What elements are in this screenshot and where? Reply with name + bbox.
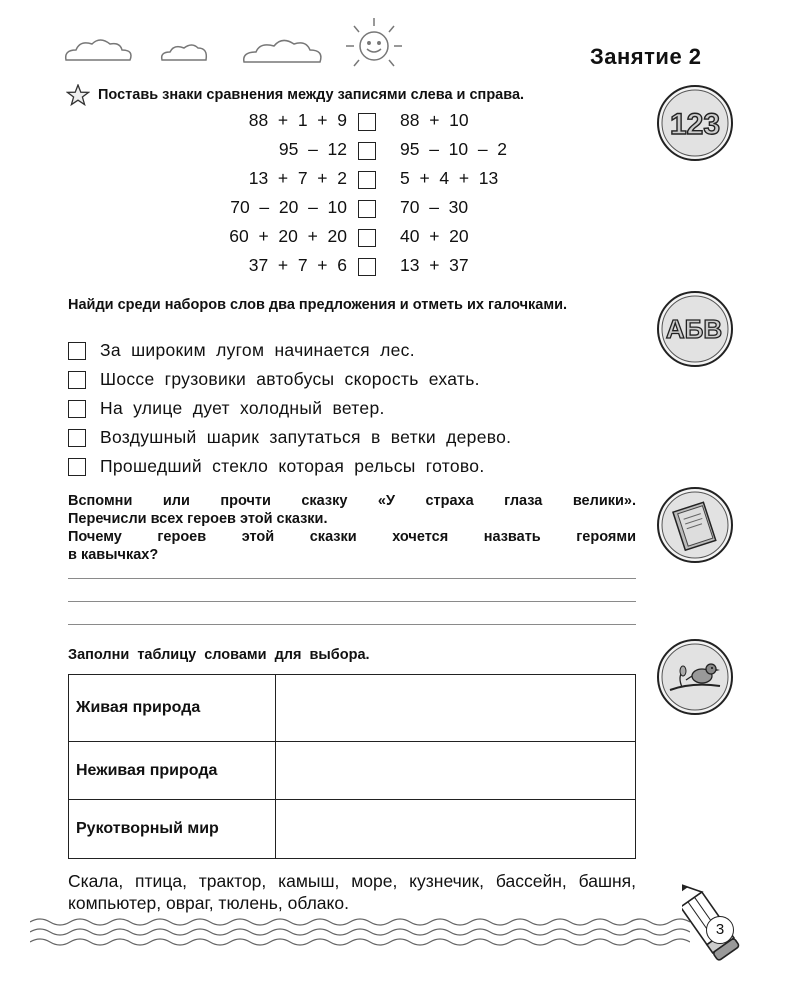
task3-instruction bbox=[68, 492, 636, 564]
right-expression: 70 – 30 bbox=[400, 197, 469, 217]
right-expression: 95 – 10 – 2 bbox=[400, 139, 508, 159]
comparison-row bbox=[0, 110, 800, 136]
sun-icon bbox=[346, 18, 402, 66]
comparison-box[interactable] bbox=[358, 258, 376, 276]
answer-cell[interactable] bbox=[276, 742, 636, 800]
right-expression: 13 + 37 bbox=[400, 255, 469, 275]
left-expression: 70 – 20 – 10 bbox=[230, 197, 347, 217]
right-expression: 88 + 10 bbox=[400, 110, 469, 130]
comparison-box[interactable] bbox=[358, 142, 376, 160]
nature-table bbox=[68, 674, 636, 859]
right-expression: 5 + 4 + 13 bbox=[400, 168, 499, 188]
sentence-checkbox[interactable] bbox=[68, 458, 86, 476]
comparison-row bbox=[0, 197, 800, 223]
sentence-text: На улице дует холодный ветер. bbox=[100, 398, 385, 418]
table-row bbox=[69, 742, 636, 800]
header-decoration bbox=[58, 14, 418, 74]
sentence-checkbox[interactable] bbox=[68, 429, 86, 447]
comparison-row bbox=[0, 226, 800, 252]
task2-instruction: Найди среди наборов слов два предложения и отметь их галочками. bbox=[68, 297, 568, 313]
word-bank: Скала, птица, трактор, камыш, море, кузнечик, бассейн, башня, компьютер, овраг, тюлень, облако. bbox=[68, 871, 636, 913]
sentence-text: Прошедший стекло которая рельсы готово. bbox=[100, 456, 485, 476]
sentence-checkbox[interactable] bbox=[68, 400, 86, 418]
left-expression: 60 + 20 + 20 bbox=[229, 226, 347, 246]
alphabet-badge-icon bbox=[656, 290, 734, 368]
sentence-text: Воздушный шарик запутаться в ветки дерево. bbox=[100, 427, 512, 447]
task3-line: Вспомни или прочти сказку «У страха глаза велики». bbox=[68, 493, 636, 509]
task3-line: Почему героев этой сказки хочется назвать героями bbox=[68, 529, 636, 545]
task1-instruction: Поставь знаки сравнения между записями слева и справа. bbox=[98, 87, 525, 103]
page-number-circle bbox=[706, 916, 734, 944]
comparison-box[interactable] bbox=[358, 229, 376, 247]
task4-instruction: Заполни таблицу словами для выбора. bbox=[68, 647, 370, 663]
page-number: 3 bbox=[715, 921, 725, 938]
svg-text:123: 123 bbox=[669, 108, 721, 141]
table-row bbox=[69, 675, 636, 742]
row-label: Неживая природа bbox=[69, 742, 276, 800]
comparison-row bbox=[0, 168, 800, 194]
svg-text:АБВ: АБВ bbox=[665, 314, 723, 344]
answer-line[interactable] bbox=[68, 578, 636, 579]
left-expression: 95 – 12 bbox=[278, 139, 347, 159]
book-badge-icon bbox=[656, 486, 734, 564]
comparison-row bbox=[0, 255, 800, 281]
left-expression: 13 + 7 + 2 bbox=[248, 168, 347, 188]
cloud-icon bbox=[66, 40, 131, 60]
sentence-text: Шоссе грузовики автобусы скорость ехать. bbox=[100, 369, 480, 389]
sentence-text: За широким лугом начинается лес. bbox=[100, 340, 415, 360]
comparison-box[interactable] bbox=[358, 113, 376, 131]
cloud-icon bbox=[244, 40, 321, 62]
sentence-checkbox[interactable] bbox=[68, 371, 86, 389]
comparison-row bbox=[0, 139, 800, 165]
right-expression: 40 + 20 bbox=[400, 226, 469, 246]
table-row bbox=[69, 800, 636, 859]
answer-cell[interactable] bbox=[276, 800, 636, 859]
task3-line: в кавычках? bbox=[68, 547, 159, 563]
row-label: Рукотворный мир bbox=[69, 800, 276, 859]
left-expression: 88 + 1 + 9 bbox=[248, 110, 347, 130]
sentence-checkbox[interactable] bbox=[68, 342, 86, 360]
comparison-box[interactable] bbox=[358, 200, 376, 218]
bird-badge-icon bbox=[656, 638, 734, 716]
answer-cell[interactable] bbox=[276, 675, 636, 742]
comparison-box[interactable] bbox=[358, 171, 376, 189]
lesson-title: Занятие 2 bbox=[590, 44, 702, 69]
answer-line[interactable] bbox=[68, 601, 636, 602]
row-label: Живая природа bbox=[69, 675, 276, 742]
cloud-icon bbox=[162, 45, 207, 60]
wave-divider bbox=[30, 914, 690, 950]
left-expression: 37 + 7 + 6 bbox=[248, 255, 347, 275]
answer-line[interactable] bbox=[68, 624, 636, 625]
star-icon bbox=[66, 84, 90, 106]
task3-line: Перечисли всех героев этой сказки. bbox=[68, 511, 328, 527]
